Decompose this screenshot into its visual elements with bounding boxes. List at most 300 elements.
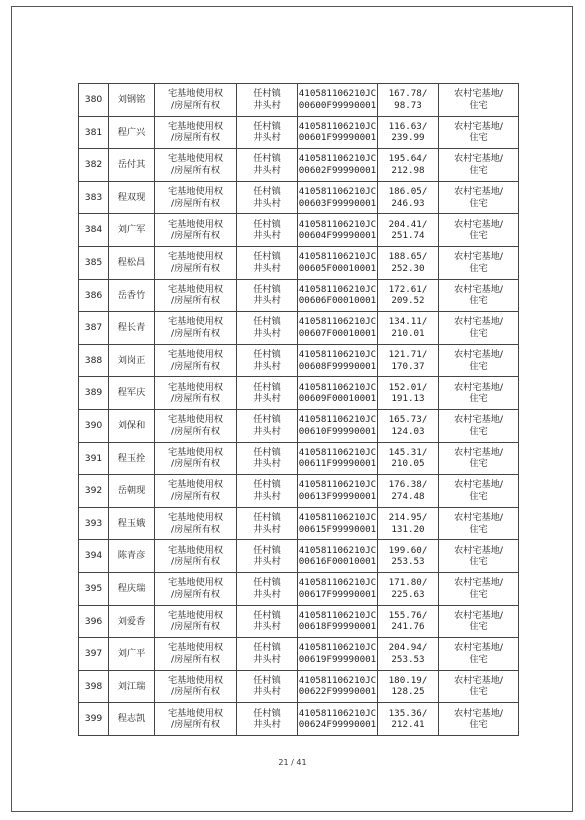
right-type-line: 宅基地使用权	[167, 316, 224, 328]
row-number-cell: 391	[79, 442, 109, 475]
owner-name-cell: 刘广军	[109, 214, 155, 247]
row-number-cell: 384	[79, 214, 109, 247]
area-cell	[378, 214, 439, 247]
area-cell	[378, 84, 439, 117]
area-line: 170.37	[391, 360, 425, 372]
land-use-cell	[439, 116, 519, 149]
area-line: 253.53	[391, 556, 425, 568]
area-cell	[378, 279, 439, 312]
location-line: 井头村	[253, 230, 281, 242]
land-use-line: 农村宅基地/	[453, 512, 504, 524]
right-type-cell	[155, 572, 237, 605]
location-cell	[237, 442, 298, 475]
land-use-line: 农村宅基地/	[453, 283, 504, 295]
table-row	[79, 540, 519, 573]
parcel-code-line: 00616F00010001	[298, 556, 377, 568]
location-cell	[237, 572, 298, 605]
parcel-code-line: 00606F00010001	[298, 295, 377, 307]
location-cell	[237, 670, 298, 703]
land-use-line: 住宅	[469, 99, 488, 111]
owner-name-cell: 程庆瑞	[109, 572, 155, 605]
area-line: 212.41	[391, 719, 425, 731]
parcel-code-line: 410581106210JC	[298, 544, 377, 556]
right-type-cell	[155, 149, 237, 182]
location-line: 任村镇	[253, 609, 281, 621]
right-type-cell	[155, 377, 237, 410]
table-row	[79, 116, 519, 149]
area-line: 167.78/	[388, 88, 428, 100]
land-use-line: 住宅	[469, 262, 488, 274]
right-type-line: /房屋所有权	[170, 653, 221, 665]
right-type-line: 宅基地使用权	[167, 414, 224, 426]
right-type-line: 宅基地使用权	[167, 349, 224, 361]
location-line: 任村镇	[253, 414, 281, 426]
parcel-code-line: 00604F99990001	[298, 230, 377, 242]
area-line: 171.80/	[388, 577, 428, 589]
right-type-line: /房屋所有权	[170, 719, 221, 731]
right-type-cell	[155, 605, 237, 638]
area-line: 225.63	[391, 588, 425, 600]
row-number-cell: 388	[79, 344, 109, 377]
area-cell	[378, 312, 439, 345]
area-line: 253.53	[391, 653, 425, 665]
land-use-line: 住宅	[469, 230, 488, 242]
land-use-cell	[439, 409, 519, 442]
row-number-cell: 381	[79, 116, 109, 149]
parcel-code-cell	[298, 572, 378, 605]
area-line: 172.61/	[388, 283, 428, 295]
right-type-line: /房屋所有权	[170, 425, 221, 437]
location-line: 井头村	[253, 99, 281, 111]
right-type-line: 宅基地使用权	[167, 446, 224, 458]
area-line: 246.93	[391, 197, 425, 209]
table-row	[79, 344, 519, 377]
parcel-code-line: 00601F99990001	[298, 132, 377, 144]
location-line: 任村镇	[253, 153, 281, 165]
location-line: 任村镇	[253, 512, 281, 524]
parcel-code-line: 410581106210JC	[298, 153, 377, 165]
land-use-line: 农村宅基地/	[453, 674, 504, 686]
right-type-cell	[155, 279, 237, 312]
land-use-line: 住宅	[469, 686, 488, 698]
parcel-code-line: 00605F00010001	[298, 262, 377, 274]
area-line: 152.01/	[388, 381, 428, 393]
owner-name-cell: 刘钢铭	[109, 84, 155, 117]
location-line: 任村镇	[253, 186, 281, 198]
land-use-line: 农村宅基地/	[453, 414, 504, 426]
area-line: 204.41/	[388, 218, 428, 230]
row-number-cell: 392	[79, 475, 109, 508]
owner-name-cell: 程玉娥	[109, 507, 155, 540]
land-use-line: 农村宅基地/	[453, 381, 504, 393]
land-use-line: 住宅	[469, 719, 488, 731]
location-line: 井头村	[253, 393, 281, 405]
registry-table-body	[79, 84, 519, 736]
location-cell	[237, 246, 298, 279]
parcel-code-line: 00619F99990001	[298, 653, 377, 665]
right-type-cell	[155, 312, 237, 345]
land-use-line: 住宅	[469, 556, 488, 568]
location-line: 任村镇	[253, 316, 281, 328]
owner-name-cell: 刘爱香	[109, 605, 155, 638]
right-type-line: 宅基地使用权	[167, 381, 224, 393]
row-number-cell: 397	[79, 638, 109, 671]
right-type-line: 宅基地使用权	[167, 251, 224, 263]
parcel-code-line: 410581106210JC	[298, 512, 377, 524]
location-cell	[237, 605, 298, 638]
area-line: 195.64/	[388, 153, 428, 165]
land-use-cell	[439, 475, 519, 508]
table-row	[79, 670, 519, 703]
area-cell	[378, 149, 439, 182]
area-cell	[378, 475, 439, 508]
right-type-cell	[155, 344, 237, 377]
location-line: 井头村	[253, 425, 281, 437]
parcel-code-line: 410581106210JC	[298, 479, 377, 491]
land-use-cell	[439, 246, 519, 279]
table-row	[79, 442, 519, 475]
area-cell	[378, 344, 439, 377]
location-line: 任村镇	[253, 218, 281, 230]
owner-name-cell: 程长青	[109, 312, 155, 345]
owner-name-cell: 岳朝现	[109, 475, 155, 508]
right-type-cell	[155, 181, 237, 214]
right-type-line: 宅基地使用权	[167, 577, 224, 589]
parcel-code-cell	[298, 507, 378, 540]
area-line: 188.65/	[388, 251, 428, 263]
right-type-line: 宅基地使用权	[167, 609, 224, 621]
parcel-code-line: 00609F00010001	[298, 393, 377, 405]
location-line: 任村镇	[253, 120, 281, 132]
row-number-cell: 394	[79, 540, 109, 573]
right-type-line: /房屋所有权	[170, 621, 221, 633]
owner-name-cell: 程志凯	[109, 703, 155, 736]
area-line: 241.76	[391, 621, 425, 633]
location-line: 井头村	[253, 621, 281, 633]
land-use-cell	[439, 279, 519, 312]
location-line: 井头村	[253, 556, 281, 568]
parcel-code-line: 00613F99990001	[298, 490, 377, 502]
owner-name-cell: 刘广平	[109, 638, 155, 671]
location-line: 井头村	[253, 458, 281, 470]
parcel-code-line: 00603F99990001	[298, 197, 377, 209]
area-cell	[378, 540, 439, 573]
right-type-line: /房屋所有权	[170, 295, 221, 307]
parcel-code-cell	[298, 84, 378, 117]
parcel-code-cell	[298, 540, 378, 573]
area-line: 131.20	[391, 523, 425, 535]
parcel-code-cell	[298, 246, 378, 279]
right-type-line: 宅基地使用权	[167, 707, 224, 719]
table-row	[79, 214, 519, 247]
area-line: 176.38/	[388, 479, 428, 491]
land-use-line: 农村宅基地/	[453, 544, 504, 556]
location-cell	[237, 84, 298, 117]
area-cell	[378, 507, 439, 540]
land-use-line: 农村宅基地/	[453, 642, 504, 654]
owner-name-cell: 程松昌	[109, 246, 155, 279]
location-line: 井头村	[253, 262, 281, 274]
location-line: 井头村	[253, 588, 281, 600]
area-cell	[378, 638, 439, 671]
parcel-code-cell	[298, 312, 378, 345]
location-cell	[237, 116, 298, 149]
parcel-code-line: 00624F99990001	[298, 719, 377, 731]
parcel-code-cell	[298, 670, 378, 703]
parcel-code-line: 410581106210JC	[298, 609, 377, 621]
land-use-line: 住宅	[469, 621, 488, 633]
right-type-line: 宅基地使用权	[167, 283, 224, 295]
land-use-line: 住宅	[469, 588, 488, 600]
right-type-line: /房屋所有权	[170, 262, 221, 274]
location-cell	[237, 540, 298, 573]
land-use-line: 住宅	[469, 425, 488, 437]
location-line: 任村镇	[253, 446, 281, 458]
location-cell	[237, 377, 298, 410]
land-use-line: 农村宅基地/	[453, 120, 504, 132]
parcel-code-line: 00602F99990001	[298, 164, 377, 176]
land-use-cell	[439, 84, 519, 117]
row-number-cell: 395	[79, 572, 109, 605]
location-line: 井头村	[253, 327, 281, 339]
right-type-line: /房屋所有权	[170, 99, 221, 111]
location-cell	[237, 409, 298, 442]
row-number-cell: 383	[79, 181, 109, 214]
parcel-code-line: 00611F99990001	[298, 458, 377, 470]
land-use-line: 农村宅基地/	[453, 218, 504, 230]
parcel-code-line: 00622F99990001	[298, 686, 377, 698]
location-cell	[237, 475, 298, 508]
parcel-code-cell	[298, 181, 378, 214]
location-cell	[237, 638, 298, 671]
row-number-cell: 390	[79, 409, 109, 442]
table-row	[79, 84, 519, 117]
parcel-code-cell	[298, 214, 378, 247]
owner-name-cell: 程双现	[109, 181, 155, 214]
right-type-cell	[155, 475, 237, 508]
location-line: 井头村	[253, 686, 281, 698]
location-line: 井头村	[253, 490, 281, 502]
area-line: 186.05/	[388, 186, 428, 198]
parcel-code-cell	[298, 475, 378, 508]
table-row	[79, 181, 519, 214]
row-number-cell: 385	[79, 246, 109, 279]
right-type-line: /房屋所有权	[170, 164, 221, 176]
land-use-cell	[439, 181, 519, 214]
area-line: 204.94/	[388, 642, 428, 654]
area-line: 165.73/	[388, 414, 428, 426]
area-cell	[378, 377, 439, 410]
location-cell	[237, 507, 298, 540]
table-row	[79, 638, 519, 671]
row-number-cell: 396	[79, 605, 109, 638]
area-cell	[378, 409, 439, 442]
parcel-code-cell	[298, 116, 378, 149]
area-line: 210.01	[391, 327, 425, 339]
land-use-line: 住宅	[469, 164, 488, 176]
table-row	[79, 246, 519, 279]
parcel-code-line: 410581106210JC	[298, 186, 377, 198]
land-use-cell	[439, 507, 519, 540]
parcel-code-line: 410581106210JC	[298, 414, 377, 426]
land-use-line: 住宅	[469, 393, 488, 405]
location-line: 任村镇	[253, 544, 281, 556]
location-cell	[237, 312, 298, 345]
land-use-line: 住宅	[469, 458, 488, 470]
parcel-code-line: 410581106210JC	[298, 642, 377, 654]
location-line: 任村镇	[253, 251, 281, 263]
land-use-line: 住宅	[469, 523, 488, 535]
right-type-line: 宅基地使用权	[167, 479, 224, 491]
right-type-cell	[155, 84, 237, 117]
right-type-line: 宅基地使用权	[167, 120, 224, 132]
area-line: 212.98	[391, 164, 425, 176]
land-use-cell	[439, 344, 519, 377]
land-use-line: 住宅	[469, 327, 488, 339]
area-line: 239.99	[391, 132, 425, 144]
land-use-cell	[439, 312, 519, 345]
area-cell	[378, 116, 439, 149]
registry-table	[78, 83, 519, 736]
area-cell	[378, 703, 439, 736]
right-type-line: /房屋所有权	[170, 458, 221, 470]
right-type-line: 宅基地使用权	[167, 88, 224, 100]
location-line: 井头村	[253, 523, 281, 535]
area-line: 116.63/	[388, 120, 428, 132]
row-number-cell: 398	[79, 670, 109, 703]
area-line: 199.60/	[388, 544, 428, 556]
parcel-code-line: 410581106210JC	[298, 577, 377, 589]
area-cell	[378, 670, 439, 703]
land-use-cell	[439, 214, 519, 247]
area-line: 98.73	[394, 99, 422, 111]
land-use-line: 农村宅基地/	[453, 479, 504, 491]
right-type-cell	[155, 442, 237, 475]
right-type-cell	[155, 246, 237, 279]
area-line: 180.19/	[388, 674, 428, 686]
location-line: 井头村	[253, 719, 281, 731]
parcel-code-cell	[298, 344, 378, 377]
land-use-line: 农村宅基地/	[453, 609, 504, 621]
land-use-cell	[439, 638, 519, 671]
table-row	[79, 279, 519, 312]
land-use-line: 农村宅基地/	[453, 707, 504, 719]
row-number-cell: 386	[79, 279, 109, 312]
right-type-line: 宅基地使用权	[167, 642, 224, 654]
location-line: 任村镇	[253, 88, 281, 100]
owner-name-cell: 程军庆	[109, 377, 155, 410]
owner-name-cell: 刘江瑞	[109, 670, 155, 703]
row-number-cell: 387	[79, 312, 109, 345]
parcel-code-cell	[298, 409, 378, 442]
location-line: 任村镇	[253, 707, 281, 719]
owner-name-cell: 岳付其	[109, 149, 155, 182]
location-line: 任村镇	[253, 674, 281, 686]
location-line: 任村镇	[253, 349, 281, 361]
area-cell	[378, 181, 439, 214]
location-line: 井头村	[253, 653, 281, 665]
land-use-line: 农村宅基地/	[453, 153, 504, 165]
table-row	[79, 377, 519, 410]
parcel-code-cell	[298, 377, 378, 410]
location-line: 井头村	[253, 197, 281, 209]
right-type-line: 宅基地使用权	[167, 544, 224, 556]
table-row	[79, 409, 519, 442]
location-cell	[237, 279, 298, 312]
right-type-line: /房屋所有权	[170, 360, 221, 372]
land-use-line: 住宅	[469, 197, 488, 209]
land-use-line: 住宅	[469, 132, 488, 144]
owner-name-cell: 刘保和	[109, 409, 155, 442]
parcel-code-line: 00617F99990001	[298, 588, 377, 600]
right-type-line: 宅基地使用权	[167, 153, 224, 165]
right-type-line: /房屋所有权	[170, 327, 221, 339]
parcel-code-line: 410581106210JC	[298, 446, 377, 458]
parcel-code-line: 410581106210JC	[298, 316, 377, 328]
location-cell	[237, 181, 298, 214]
right-type-cell	[155, 703, 237, 736]
parcel-code-line: 410581106210JC	[298, 349, 377, 361]
row-number-cell: 389	[79, 377, 109, 410]
area-line: 251.74	[391, 230, 425, 242]
parcel-code-line: 00610F99990001	[298, 425, 377, 437]
location-line: 任村镇	[253, 479, 281, 491]
location-line: 任村镇	[253, 381, 281, 393]
area-line: 191.13	[391, 393, 425, 405]
area-line: 274.48	[391, 490, 425, 502]
location-cell	[237, 149, 298, 182]
parcel-code-cell	[298, 149, 378, 182]
location-line: 井头村	[253, 295, 281, 307]
land-use-line: 住宅	[469, 653, 488, 665]
parcel-code-line: 00600F99990001	[298, 99, 377, 111]
owner-name-cell: 程玉拴	[109, 442, 155, 475]
right-type-cell	[155, 214, 237, 247]
area-line: 155.76/	[388, 609, 428, 621]
table-row	[79, 605, 519, 638]
land-use-line: 住宅	[469, 360, 488, 372]
page-number: 21 / 41	[278, 758, 307, 767]
location-line: 任村镇	[253, 577, 281, 589]
right-type-line: /房屋所有权	[170, 197, 221, 209]
land-use-cell	[439, 442, 519, 475]
parcel-code-cell	[298, 279, 378, 312]
right-type-line: /房屋所有权	[170, 490, 221, 502]
right-type-cell	[155, 507, 237, 540]
parcel-code-cell	[298, 442, 378, 475]
right-type-line: /房屋所有权	[170, 523, 221, 535]
owner-name-cell: 刘岗正	[109, 344, 155, 377]
table-row	[79, 507, 519, 540]
parcel-code-line: 00615F99990001	[298, 523, 377, 535]
parcel-code-cell	[298, 605, 378, 638]
land-use-cell	[439, 605, 519, 638]
area-line: 121.71/	[388, 349, 428, 361]
table-row	[79, 572, 519, 605]
table-row	[79, 312, 519, 345]
parcel-code-line: 410581106210JC	[298, 120, 377, 132]
location-cell	[237, 703, 298, 736]
parcel-code-line: 00607F00010001	[298, 327, 377, 339]
area-line: 210.05	[391, 458, 425, 470]
area-line: 209.52	[391, 295, 425, 307]
land-use-line: 农村宅基地/	[453, 577, 504, 589]
right-type-line: /房屋所有权	[170, 556, 221, 568]
right-type-line: /房屋所有权	[170, 393, 221, 405]
parcel-code-cell	[298, 703, 378, 736]
land-use-line: 农村宅基地/	[453, 186, 504, 198]
row-number-cell: 399	[79, 703, 109, 736]
